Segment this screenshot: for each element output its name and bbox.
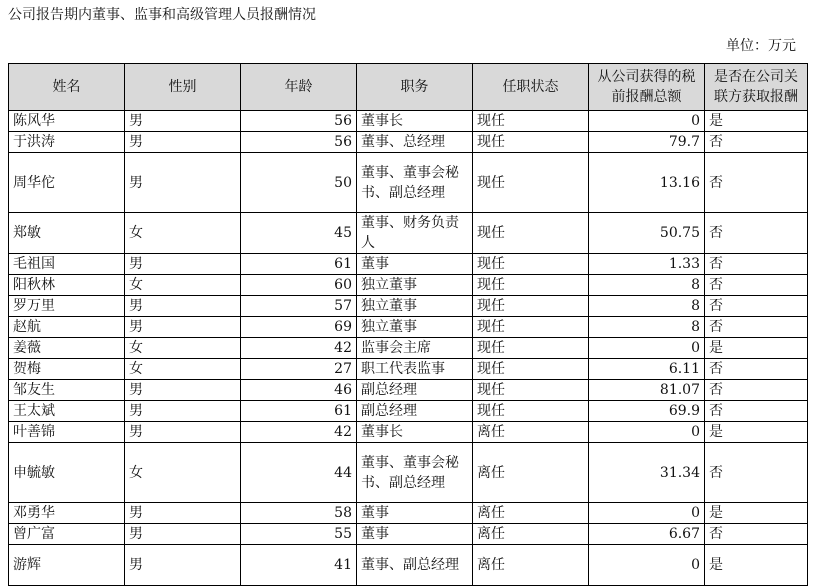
cell-position: 独立董事 (357, 317, 473, 338)
cell-pay: 0 (589, 111, 705, 132)
cell-related: 否 (705, 317, 808, 338)
cell-status: 离任 (473, 545, 589, 586)
cell-gender: 女 (125, 338, 241, 359)
cell-status: 现任 (473, 359, 589, 380)
cell-related: 否 (705, 401, 808, 422)
table-row (9, 213, 808, 254)
cell-age: 46 (241, 380, 357, 401)
cell-position: 董事、财务负责人 (357, 213, 473, 254)
cell-name: 于洪涛 (9, 132, 125, 153)
table-row (9, 524, 808, 545)
cell-position: 董事长 (357, 422, 473, 443)
table-row (9, 503, 808, 524)
cell-gender: 男 (125, 380, 241, 401)
header-related: 是否在公司关联方获取报酬 (705, 64, 808, 111)
cell-gender: 女 (125, 275, 241, 296)
cell-gender: 男 (125, 401, 241, 422)
cell-pay: 31.34 (589, 443, 705, 503)
table-row (9, 545, 808, 586)
table-row (9, 443, 808, 503)
header-pay: 从公司获得的税前报酬总额 (589, 64, 705, 111)
cell-status: 现任 (473, 111, 589, 132)
cell-pay: 8 (589, 317, 705, 338)
cell-related: 否 (705, 132, 808, 153)
cell-name: 申毓敏 (9, 443, 125, 503)
cell-status: 现任 (473, 380, 589, 401)
cell-position: 职工代表监事 (357, 359, 473, 380)
cell-name: 叶善锦 (9, 422, 125, 443)
cell-age: 41 (241, 545, 357, 586)
cell-pay: 0 (589, 503, 705, 524)
cell-related: 是 (705, 545, 808, 586)
cell-related: 否 (705, 443, 808, 503)
cell-gender: 男 (125, 503, 241, 524)
cell-age: 61 (241, 254, 357, 275)
cell-age: 56 (241, 111, 357, 132)
compensation-table (8, 63, 808, 586)
table-row (9, 111, 808, 132)
cell-name: 阳秋林 (9, 275, 125, 296)
cell-age: 60 (241, 275, 357, 296)
cell-position: 董事、副总经理 (357, 545, 473, 586)
cell-name: 姜薇 (9, 338, 125, 359)
cell-position: 副总经理 (357, 401, 473, 422)
cell-position: 董事、董事会秘书、副总经理 (357, 153, 473, 213)
cell-gender: 男 (125, 254, 241, 275)
cell-name: 陈风华 (9, 111, 125, 132)
table-row (9, 317, 808, 338)
cell-position: 监事会主席 (357, 338, 473, 359)
cell-age: 45 (241, 213, 357, 254)
cell-gender: 男 (125, 132, 241, 153)
cell-gender: 男 (125, 545, 241, 586)
cell-name: 曾广富 (9, 524, 125, 545)
cell-related: 否 (705, 380, 808, 401)
table-row (9, 401, 808, 422)
cell-pay: 0 (589, 338, 705, 359)
cell-position: 董事 (357, 524, 473, 545)
cell-status: 现任 (473, 153, 589, 213)
cell-pay: 8 (589, 296, 705, 317)
cell-status: 现任 (473, 132, 589, 153)
cell-gender: 女 (125, 213, 241, 254)
cell-related: 否 (705, 153, 808, 213)
cell-gender: 男 (125, 524, 241, 545)
header-name: 姓名 (9, 64, 125, 111)
table-row (9, 132, 808, 153)
cell-name: 王太斌 (9, 401, 125, 422)
cell-status: 现任 (473, 296, 589, 317)
cell-pay: 1.33 (589, 254, 705, 275)
table-row (9, 359, 808, 380)
cell-age: 58 (241, 503, 357, 524)
cell-related: 是 (705, 111, 808, 132)
cell-gender: 男 (125, 422, 241, 443)
cell-status: 现任 (473, 254, 589, 275)
cell-gender: 女 (125, 359, 241, 380)
cell-status: 现任 (473, 401, 589, 422)
header-gender: 性别 (125, 64, 241, 111)
cell-status: 离任 (473, 422, 589, 443)
page-title: 公司报告期内董事、监事和高级管理人员报酬情况 (8, 7, 316, 23)
cell-age: 56 (241, 132, 357, 153)
cell-pay: 6.67 (589, 524, 705, 545)
cell-related: 是 (705, 422, 808, 443)
cell-name: 毛祖国 (9, 254, 125, 275)
cell-age: 42 (241, 338, 357, 359)
cell-pay: 0 (589, 422, 705, 443)
table-row (9, 275, 808, 296)
cell-position: 副总经理 (357, 380, 473, 401)
cell-name: 贺梅 (9, 359, 125, 380)
cell-name: 邹友生 (9, 380, 125, 401)
table-header-row (9, 64, 808, 111)
cell-related: 否 (705, 275, 808, 296)
cell-status: 现任 (473, 317, 589, 338)
cell-pay: 6.11 (589, 359, 705, 380)
table-row (9, 254, 808, 275)
cell-status: 现任 (473, 275, 589, 296)
cell-position: 董事、总经理 (357, 132, 473, 153)
cell-pay: 8 (589, 275, 705, 296)
cell-position: 独立董事 (357, 296, 473, 317)
cell-related: 否 (705, 524, 808, 545)
cell-age: 55 (241, 524, 357, 545)
cell-pay: 50.75 (589, 213, 705, 254)
header-position: 职务 (357, 64, 473, 111)
cell-position: 董事长 (357, 111, 473, 132)
cell-status: 现任 (473, 338, 589, 359)
cell-position: 董事 (357, 254, 473, 275)
table-row (9, 380, 808, 401)
cell-name: 周华佗 (9, 153, 125, 213)
cell-related: 否 (705, 359, 808, 380)
cell-age: 42 (241, 422, 357, 443)
table-row (9, 338, 808, 359)
cell-name: 郑敏 (9, 213, 125, 254)
cell-status: 现任 (473, 213, 589, 254)
cell-age: 69 (241, 317, 357, 338)
cell-status: 离任 (473, 443, 589, 503)
table-row (9, 422, 808, 443)
cell-age: 50 (241, 153, 357, 213)
cell-position: 董事 (357, 503, 473, 524)
cell-pay: 69.9 (589, 401, 705, 422)
table-row (9, 153, 808, 213)
cell-age: 61 (241, 401, 357, 422)
header-status: 任职状态 (473, 64, 589, 111)
cell-gender: 男 (125, 296, 241, 317)
cell-related: 否 (705, 296, 808, 317)
cell-pay: 13.16 (589, 153, 705, 213)
cell-related: 否 (705, 254, 808, 275)
cell-name: 罗万里 (9, 296, 125, 317)
cell-position: 独立董事 (357, 275, 473, 296)
cell-age: 57 (241, 296, 357, 317)
cell-position: 董事、董事会秘书、副总经理 (357, 443, 473, 503)
table-row (9, 296, 808, 317)
cell-name: 赵航 (9, 317, 125, 338)
cell-age: 44 (241, 443, 357, 503)
unit-label: 单位：万元 (726, 38, 796, 54)
cell-name: 邓勇华 (9, 503, 125, 524)
header-age: 年龄 (241, 64, 357, 111)
cell-gender: 女 (125, 443, 241, 503)
cell-related: 否 (705, 213, 808, 254)
cell-gender: 男 (125, 153, 241, 213)
cell-gender: 男 (125, 317, 241, 338)
cell-name: 游辉 (9, 545, 125, 586)
cell-pay: 0 (589, 545, 705, 586)
cell-pay: 79.7 (589, 132, 705, 153)
cell-status: 离任 (473, 503, 589, 524)
cell-status: 离任 (473, 524, 589, 545)
cell-pay: 81.07 (589, 380, 705, 401)
cell-gender: 男 (125, 111, 241, 132)
cell-related: 是 (705, 338, 808, 359)
cell-related: 是 (705, 503, 808, 524)
cell-age: 27 (241, 359, 357, 380)
